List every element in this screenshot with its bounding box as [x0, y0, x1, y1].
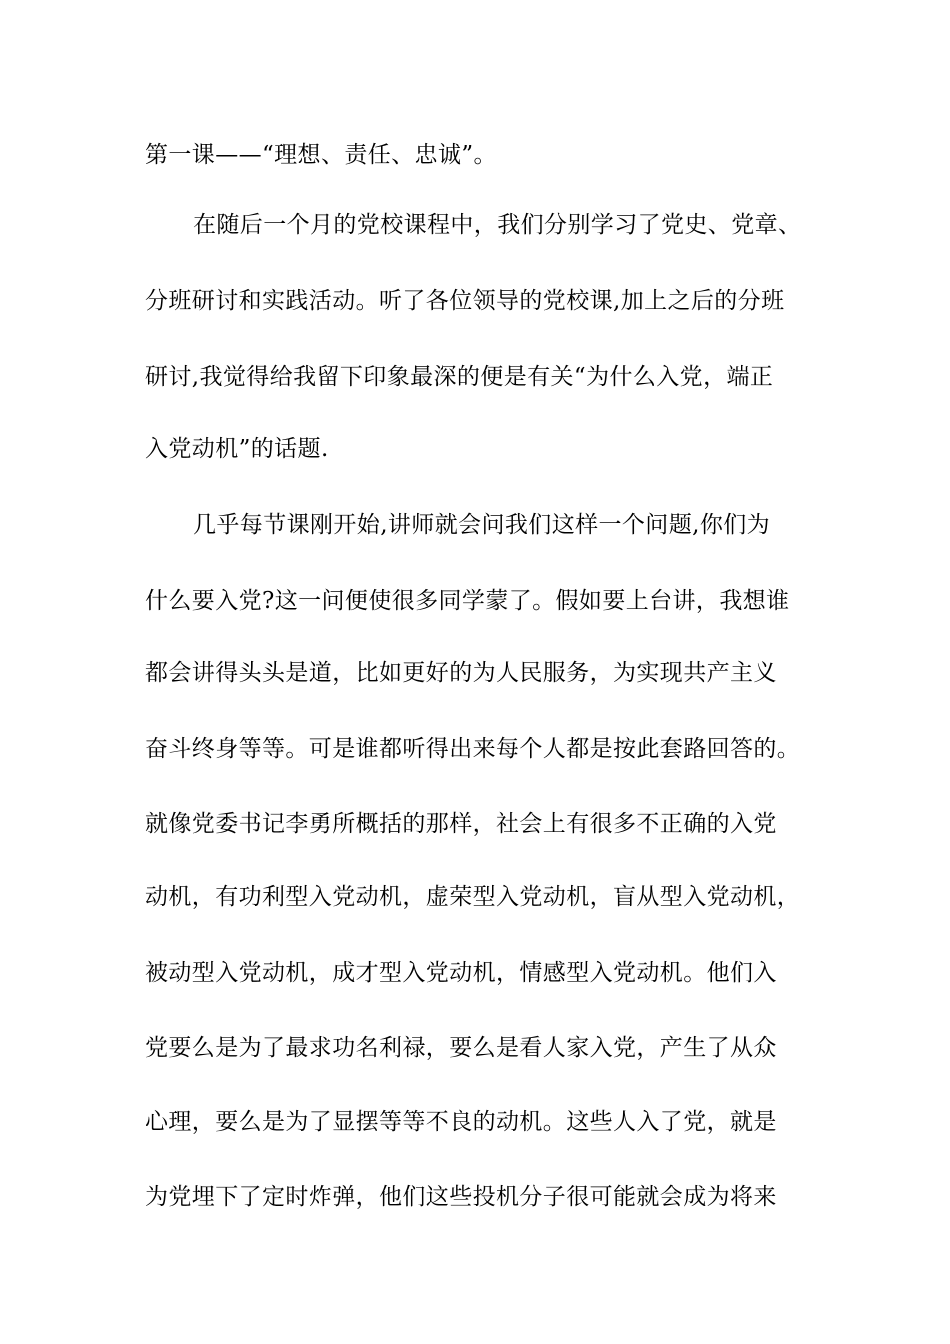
text-line: 在随后一个月的党校课程中，我们分别学习了党史、党章、: [193, 212, 802, 238]
text-line: 都会讲得头头是道，比如更好的为人民服务，为实现共产主义: [145, 660, 777, 686]
text-line: 什么要入党?这一问便使很多同学蒙了。假如要上台讲，我想谁: [145, 588, 790, 614]
text-line: 研讨,我觉得给我留下印象最深的便是有关“为什么入党，端正: [145, 364, 774, 390]
text-line: 入党动机”的话题.: [145, 436, 329, 462]
text-line: 为党埋下了定时炸弹，他们这些投机分子很可能就会成为将来: [145, 1184, 777, 1210]
text-line: 被动型入党动机，成才型入党动机，情感型入党动机。他们入: [145, 960, 777, 986]
text-line: 党要么是为了最求功名利禄，要么是看人家入党，产生了从众: [145, 1035, 777, 1061]
text-line: 动机，有功利型入党动机，虚荣型入党动机，盲从型入党动机，: [145, 884, 801, 910]
text-line: 分班研讨和实践活动。听了各位领导的党校课,加上之后的分班: [145, 288, 785, 314]
text-line: 心理，要么是为了显摆等等不良的动机。这些人入了党，就是: [145, 1109, 777, 1135]
text-line: 几乎每节课刚开始,讲师就会问我们这样一个问题,你们为: [193, 512, 771, 538]
text-line: 第一课——“理想、责任、忠诚”。: [145, 142, 497, 168]
text-line: 奋斗终身等等。可是谁都听得出来每个人都是按此套路回答的。: [145, 736, 801, 762]
text-line: 就像党委书记李勇所概括的那样，社会上有很多不正确的入党: [145, 811, 777, 837]
